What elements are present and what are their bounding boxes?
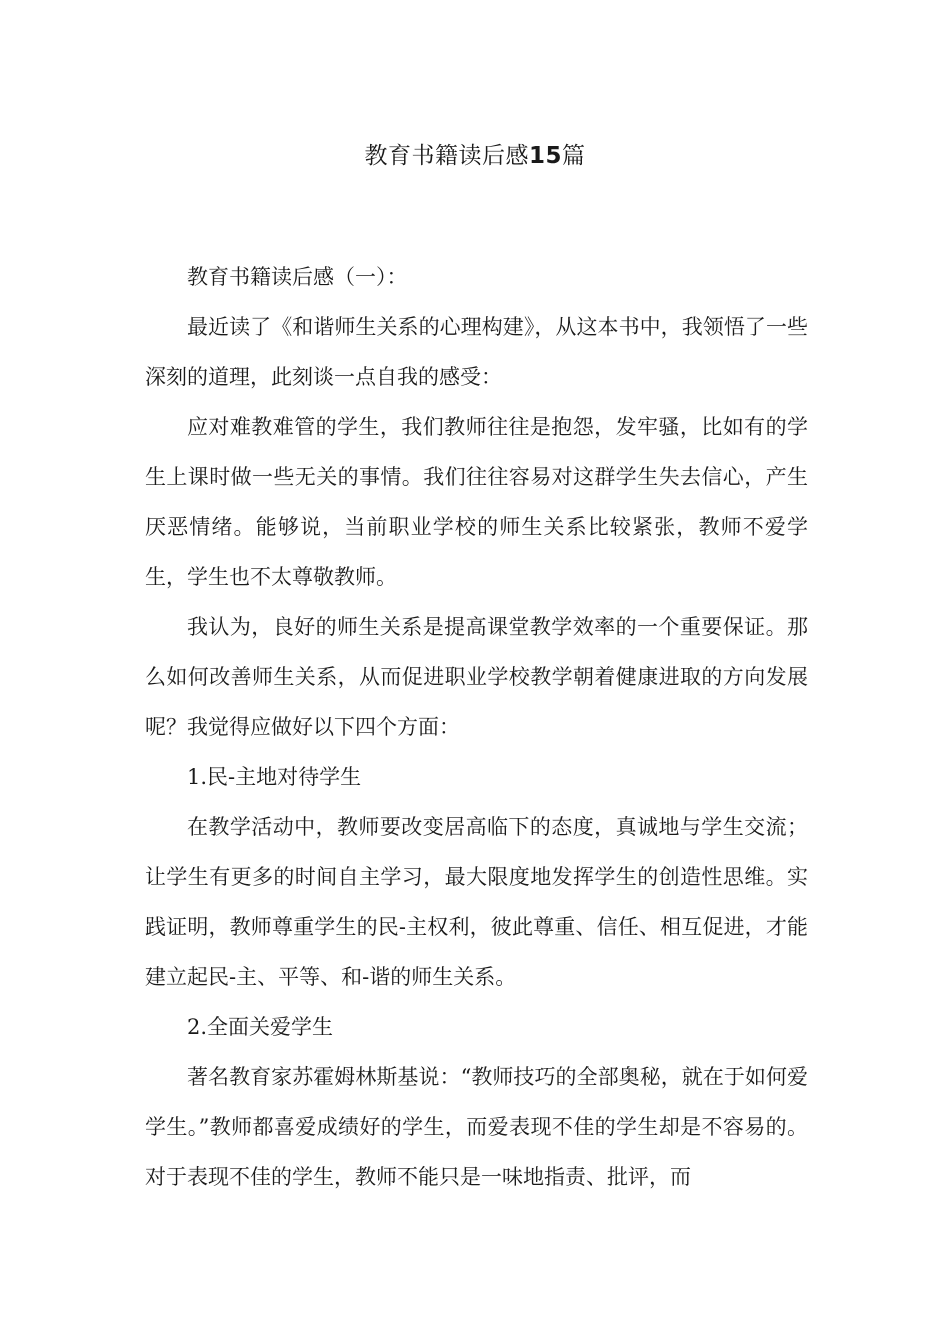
list-heading: 2.全面关爱学生 xyxy=(187,1015,334,1039)
title-number: 15 xyxy=(528,143,562,169)
document-title xyxy=(0,136,950,176)
paragraph: 我认为，良好的师生关系是提高课堂教学效率的一个重要保证。那么如何改善师生关系，从而促进职业学校教学朝着健康进取的方向发展呢？我觉得应做好以下四个方面： xyxy=(145,615,808,739)
document-body xyxy=(145,252,808,1202)
paragraph: 在教学活动中，教师要改变居高临下的态度，真诚地与学生交流；让学生有更多的时间自主学习，最大限度地发挥学生的创造性思维。实践证明，教师尊重学生的民-主权利，彼此尊重、信任、相互促进，才能建立起民-主、平等、和-谐的师生关系。 xyxy=(145,815,808,989)
title-text: 教育书籍读后感 xyxy=(364,143,529,169)
paragraph: 著名教育家苏霍姆林斯基说：“教师技巧的全部奥秘，就在于如何爱学生。”教师都喜爱成绩好的学生，而爱表现不佳的学生却是不容易的。对于表现不佳的学生，教师不能只是一味地指责、批评，而 xyxy=(145,1065,808,1189)
paragraph: 应对难教难管的学生，我们教师往往是抱怨，发牢骚，比如有的学生上课时做一些无关的事情。我们往往容易对这群学生失去信心，产生厌恶情绪。能够说，当前职业学校的师生关系比较紧张，教师不爱学生，学生也不太尊敬教师。 xyxy=(145,415,808,589)
paragraph: 最近读了《和谐师生关系的心理构建》，从这本书中，我领悟了一些深刻的道理，此刻谈一点自我的感受： xyxy=(145,315,808,389)
title-suffix: 篇 xyxy=(562,143,586,169)
list-heading: 1.民-主地对待学生 xyxy=(187,765,362,789)
section-heading: 教育书籍读后感（一）： xyxy=(187,265,408,289)
